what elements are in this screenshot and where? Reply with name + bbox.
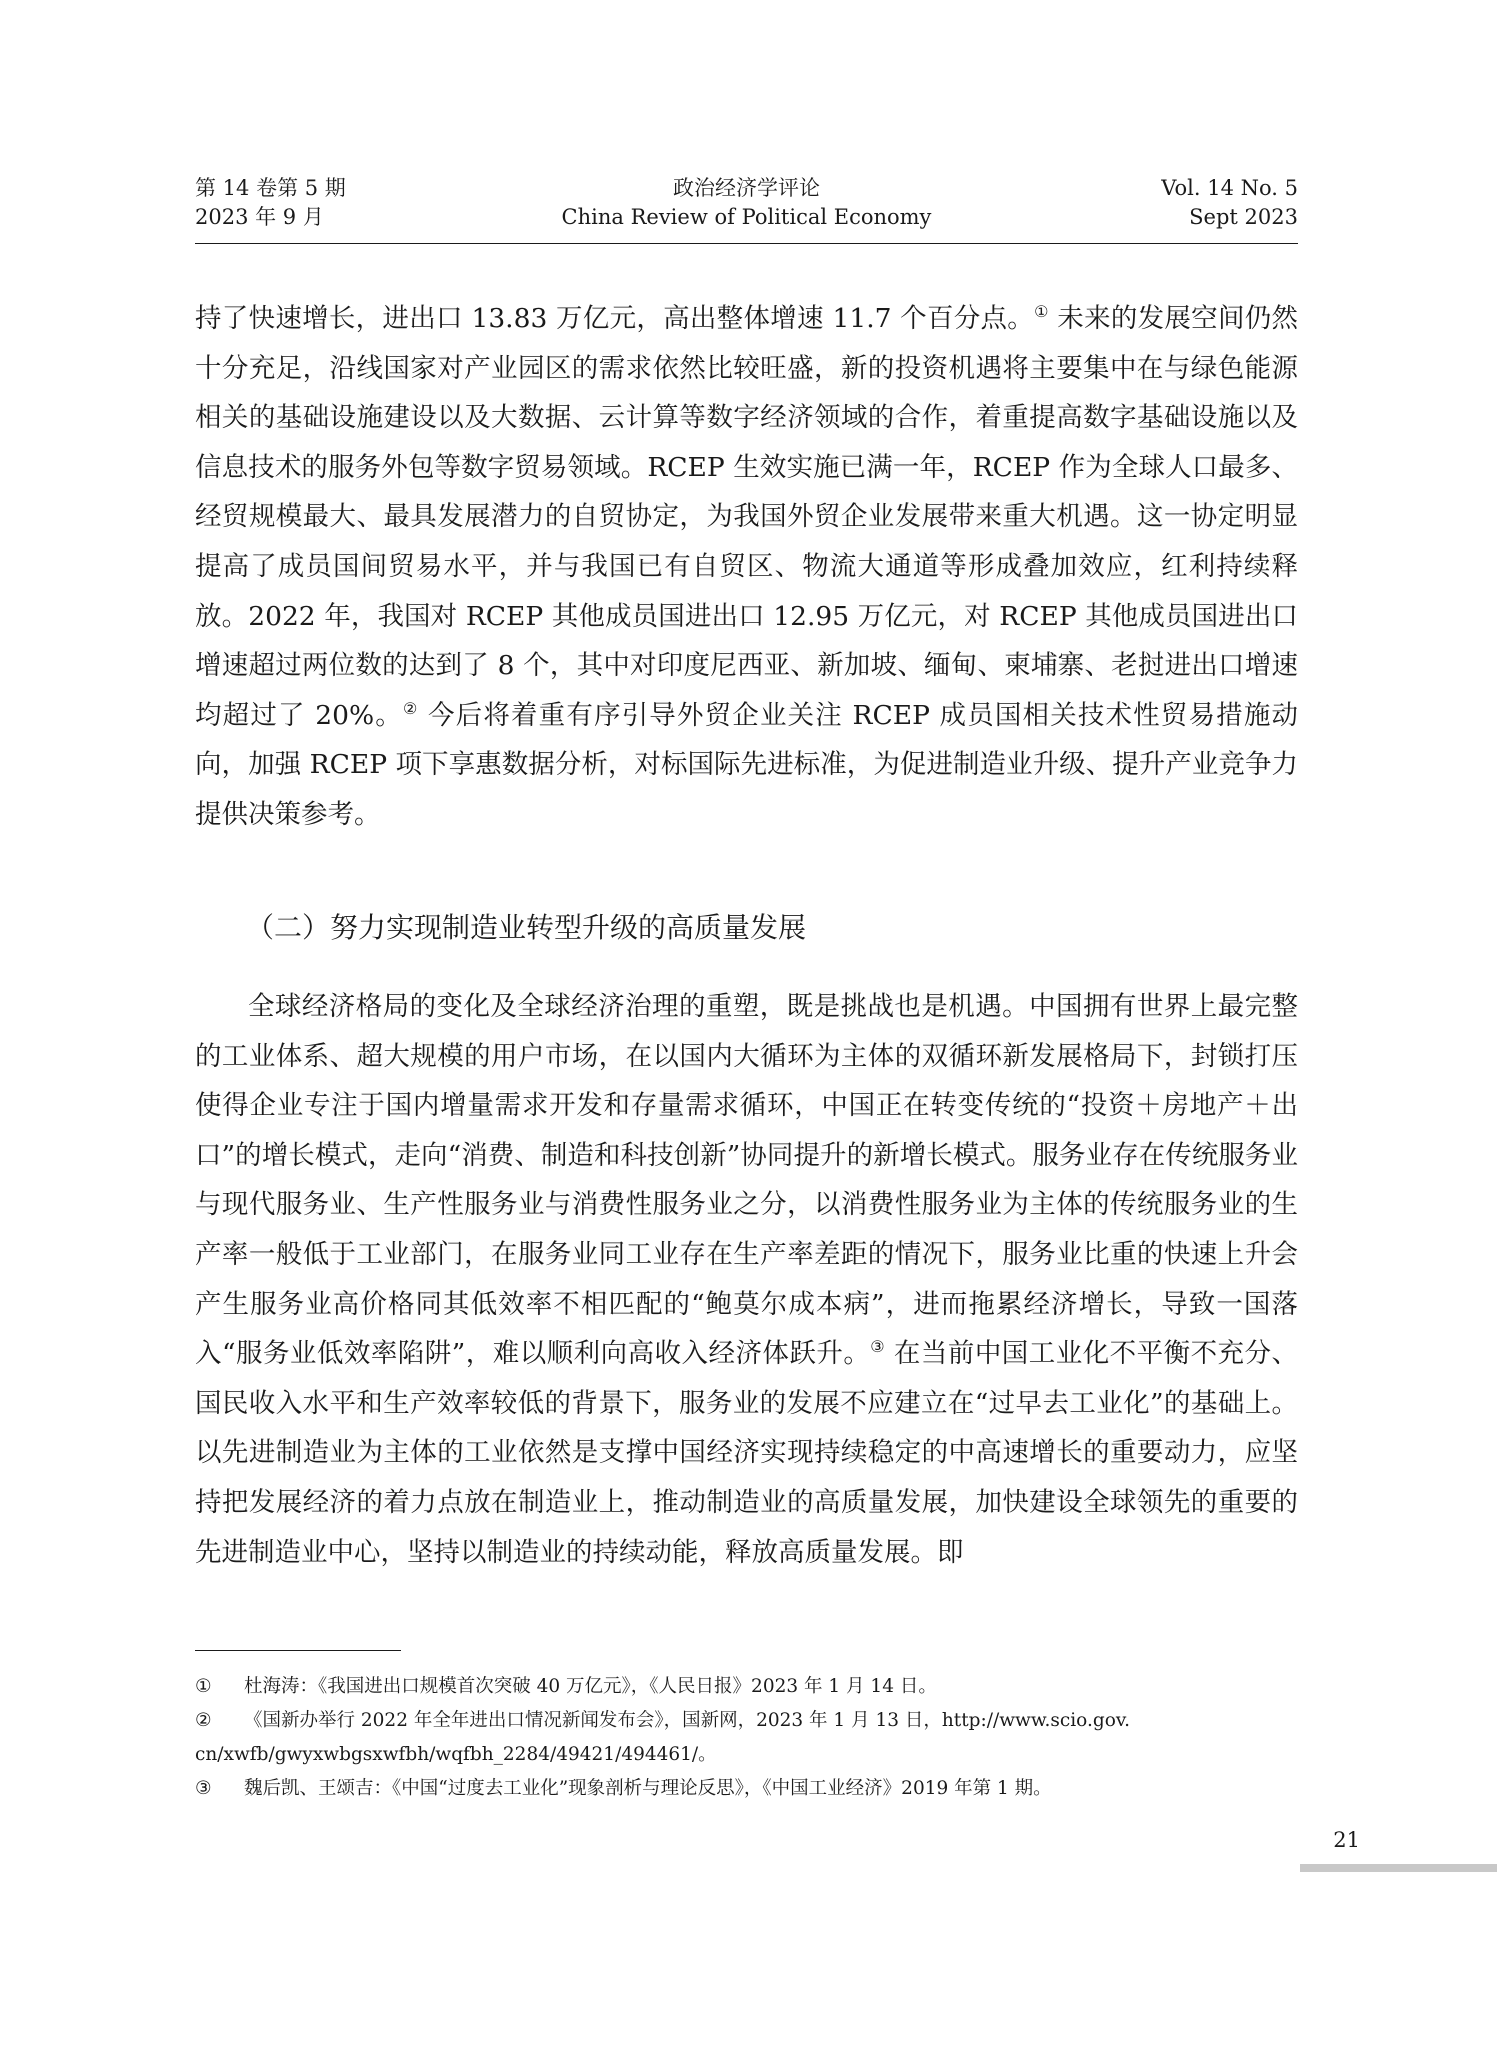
running-header <box>195 174 1298 240</box>
footnote-2 <box>195 1704 1298 1772</box>
paragraph-2-text-a: 全球经济格局的变化及全球经济治理的重塑，既是挑战也是机遇。中国拥有世界上最完整的工业体系、超大规模的用户市场，在以国内大循环为主体的双循环新发展格局下，封锁打压使得企业专注于国内增量需求开发和存量需求循环，中国正在转变传统的“投资＋房地产＋出口”的增长模式，走向“消费、制造和科技创新”协同提升的新增长模式。服务业存在传统服务业与现代服务业、生产性服务业与消费性服务业之分，以消费性服务业为主体的传统服务业的生产率一般低于工业部门，在服务业同工业存在生产率差距的情况下，服务业比重的快速上升会产生服务业高价格同其低效率不相匹配的“鲍莫尔成本病”，进而拖累经济增长，导致一国落入“服务业低效率陷阱”，难以顺利向高收入经济体跃升。 <box>195 991 1298 1370</box>
paragraph-1-text-c: 今后将着重有序引导外贸企业关注 RCEP 成员国相关技术性贸易措施动向，加强 RCEP 项下享惠数据分析，对标国际先进标准，为促进制造业升级、提升产业竞争力提供决策参考。 <box>195 699 1299 830</box>
footnote-3 <box>195 1772 1298 1806</box>
footnote-mark: ① <box>195 1676 212 1697</box>
header-volume-en: Vol. 14 No. 5 <box>1161 176 1298 200</box>
footnotes <box>195 1670 1298 1806</box>
header-center <box>195 174 1298 232</box>
footnote-text: 魏后凯、王颂吉：《中国“过度去工业化”现象剖析与理论反思》，《中国工业经济》2019 年第 1 期。 <box>244 1778 1052 1799</box>
footnote-1 <box>195 1670 1298 1704</box>
footnote-ref-2[interactable]: ② <box>402 698 419 718</box>
paragraph-2-text-b: 在当前中国工业化不平衡不充分、国民收入水平和生产效率较低的背景下，服务业的发展不应建立在“过早去工业化”的基础上。以先进制造业为主体的工业依然是支撑中国经济实现持续稳定的中高速增长的重要动力，应坚持把发展经济的着力点放在制造业上，推动制造业的高质量发展，加快建设全球领先的重要的先进制造业中心，坚持以制造业的持续动能，释放高质量发展。即 <box>195 1338 1298 1568</box>
page-number: 21 <box>1333 1828 1360 1852</box>
header-right <box>1161 174 1298 232</box>
footnote-ref-3[interactable]: ③ <box>870 1337 886 1357</box>
header-rule <box>195 243 1298 244</box>
footnote-ref-1[interactable]: ① <box>1034 302 1049 322</box>
section-heading: （二）努力实现制造业转型升级的高质量发展 <box>246 911 807 944</box>
header-date-cn: 2023 年 9 月 <box>195 205 324 229</box>
footnote-rule <box>195 1650 401 1651</box>
footnote-text: 《国新办举行 2022 年全年进出口情况新闻发布会》，国新网，2023 年 1 月 13 日，http://www.scio.gov. <box>244 1710 1130 1731</box>
header-volume-cn: 第 14 卷第 5 期 <box>195 176 346 200</box>
header-journal-cn: 政治经济学评论 <box>673 176 820 200</box>
header-date-en: Sept 2023 <box>1189 205 1298 229</box>
body-paragraph-2 <box>195 982 1298 1577</box>
footnote-text: 杜海涛：《我国进出口规模首次突破 40 万亿元》，《人民日报》2023 年 1 月 14 日。 <box>244 1676 937 1697</box>
paragraph-1-text-a: 持了快速增长，进出口 13.83 万亿元，高出整体增速 11.7 个百分点。 <box>195 303 1035 334</box>
header-journal-en: China Review of Political Economy <box>561 205 932 229</box>
page-number-bar <box>1300 1864 1497 1872</box>
body-paragraph-1 <box>195 294 1298 840</box>
paragraph-1-text-b: 未来的发展空间仍然十分充足，沿线国家对产业园区的需求依然比较旺盛，新的投资机遇将主要集中在与绿色能源相关的基础设施建设以及大数据、云计算等数字经济领域的合作，着重提高数字基础设施以及信息技术的服务外包等数字贸易领域。RCEP 生效实施已满一年，RCEP 作为全球人口最多、经贸规模最大、最具发展潜力的自贸协定，为我国外贸企业发展带来重大机遇。这一协定明显提高了成员国间贸易水平，并与我国已有自贸区、物流大通道等形成叠加效应，红利持续释放。2022 年，我国对 RCEP 其他成员国进出口 12.95 万亿元，对 RCEP 其他成员国进出口增速超过两位数的达到了 8 个，其中对印度尼西亚、新加坡、缅甸、柬埔寨、老挝进出口增速均超过了 20%。 <box>195 303 1298 731</box>
footnote-url-continuation[interactable]: cn/xwfb/gwyxwbgsxwfbh/wqfbh_2284/49421/494461/。 <box>195 1744 717 1765</box>
footnote-mark: ② <box>195 1710 212 1731</box>
footnote-mark: ③ <box>195 1778 212 1799</box>
